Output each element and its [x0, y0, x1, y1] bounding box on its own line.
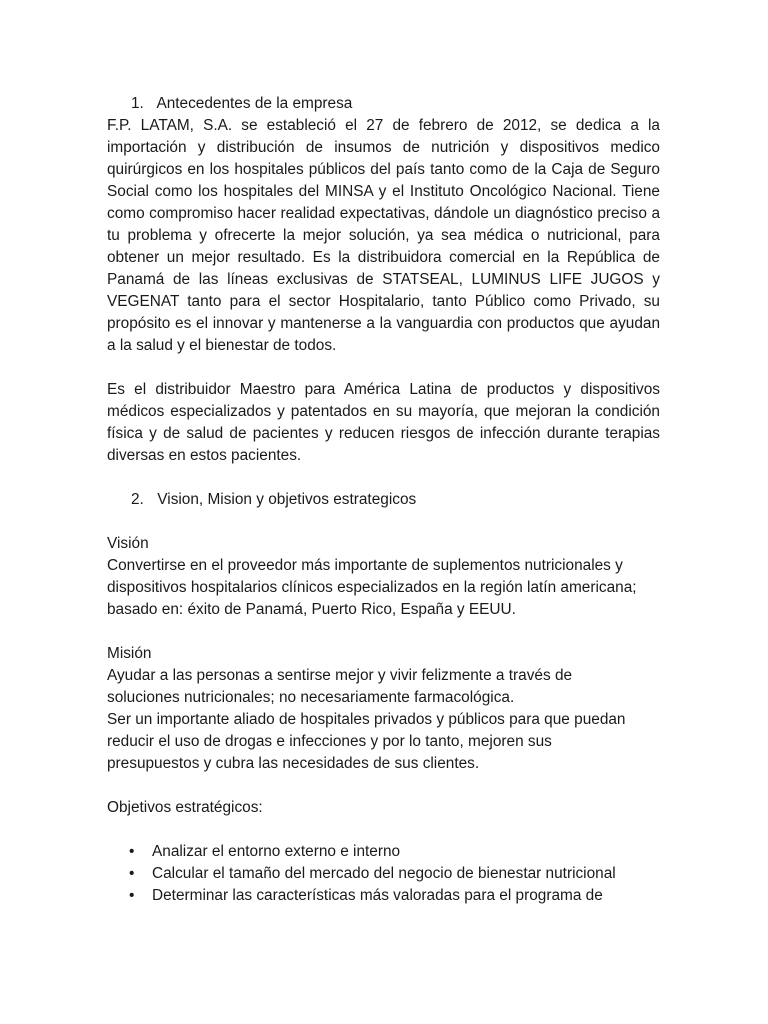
vision-line: Convertirse en el proveedor más importante de suplementos nutricionales y: [107, 557, 623, 574]
section-1-number: 1.: [131, 95, 144, 112]
distributor-paragraph: Es el distribuidor Maestro para América Latina de productos y dispositivos médicos especializados y patentados en su mayoría, que mejoran la condición física y de salud de pacientes y reducen riesgos de infección durante terapias diversas en estos pacientes.: [107, 381, 660, 464]
mision-heading: Misión: [107, 645, 152, 662]
vision-line: dispositivos hospitalarios clínicos especializados en la región latín americana;: [107, 579, 637, 596]
mision-line: reducir el uso de drogas e infecciones y por lo tanto, mejoren sus: [107, 733, 552, 750]
mision-line: presupuestos y cubra las necesidades de sus clientes.: [107, 755, 480, 772]
section-1-heading: [107, 93, 660, 115]
spacer: [107, 511, 660, 533]
vision-line: basado en: éxito de Panamá, Puerto Rico, España y EEUU.: [107, 601, 516, 618]
mision-line: Ser un importante aliado de hospitales privados y públicos para que puedan: [107, 711, 626, 728]
spacer: [107, 357, 660, 379]
list-item: • Calcular el tamaño del mercado del negocio de bienestar nutricional: [127, 863, 660, 885]
section-1-title: Antecedentes de la empresa: [156, 95, 353, 112]
vision-heading: Visión: [107, 535, 149, 552]
section-2-heading: [107, 489, 660, 511]
objectives-heading: Objetivos estratégicos:: [107, 799, 263, 816]
list-item: • Determinar las características más valoradas para el programa de: [127, 885, 660, 907]
spacer: [107, 467, 660, 489]
mision-line: Ayudar a las personas a sentirse mejor y vivir felizmente a través de: [107, 667, 573, 684]
list-item: • Analizar el entorno externo e interno: [127, 841, 660, 863]
spacer: [107, 819, 660, 841]
mision-line: soluciones nutricionales; no necesariamente farmacológica.: [107, 689, 515, 706]
objectives-list: [107, 841, 660, 907]
company-background-paragraph: F.P. LATAM, S.A. se estableció el 27 de febrero de 2012, se dedica a la importación y distribución de insumos de nutrición y dispositivos medico quirúrgicos en los hospitales públicos del país tanto como de la Caja de Seguro Social como los hospitales del MINSA y el Instituto Oncológico Nacional. Tiene como compromiso hacer realidad expectativas, dándole un diagnóstico preciso a tu problema y ofrecerte la mejor solución, ya sea médica o nutricional, para obtener un mejor resultado. Es la distribuidora comercial en la República de Panamá de las líneas exclusivas de STATSEAL, LUMINUS LIFE JUGOS y VEGENAT tanto para el sector Hospitalario, tanto Público como Privado, su propósito es el innovar y mantenerse a la vanguardia con productos que ayudan a la salud y el bienestar de todos.: [107, 117, 660, 354]
section-2-title: Vision, Mision y objetivos estrategicos: [157, 491, 417, 508]
spacer: [107, 621, 660, 643]
section-2-number: 2.: [131, 491, 144, 508]
spacer: [107, 775, 660, 797]
